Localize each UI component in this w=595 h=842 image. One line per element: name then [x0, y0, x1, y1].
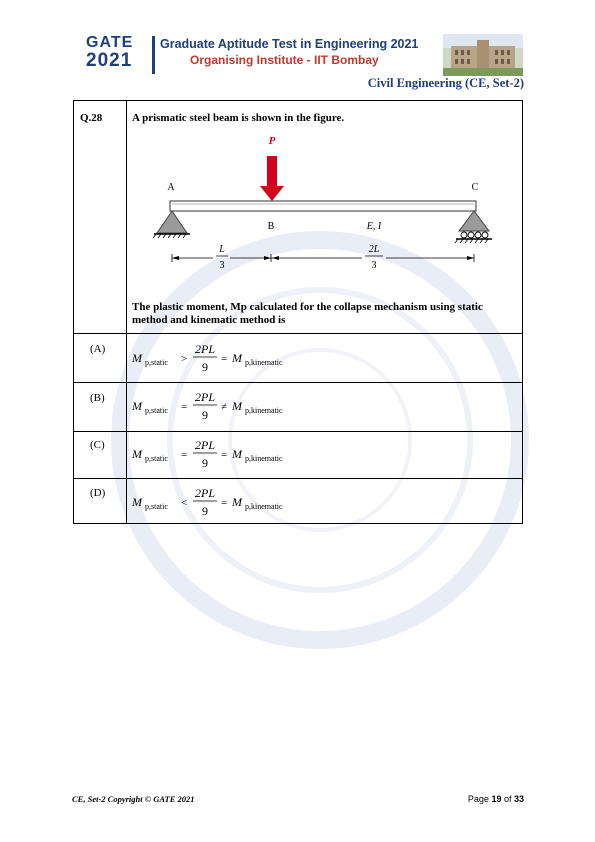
len1-denominator: 3 [219, 260, 225, 271]
svg-text:p,kinematic: p,kinematic [245, 406, 283, 415]
option-c-equation[interactable] [132, 436, 512, 476]
svg-text:≠: ≠ [221, 401, 228, 413]
svg-text:9: 9 [202, 504, 208, 518]
point-a-label: A [167, 182, 175, 193]
logo-gate-text: GATE [86, 34, 134, 51]
pin-support-a [157, 211, 187, 233]
svg-text:2PL: 2PL [194, 342, 216, 356]
svg-text:2PL: 2PL [194, 438, 216, 452]
svg-text:M: M [232, 351, 242, 365]
svg-text:M: M [232, 495, 242, 509]
svg-text:2PL: 2PL [194, 486, 216, 500]
svg-text:p,kinematic: p,kinematic [245, 502, 283, 511]
svg-text:=: = [221, 353, 228, 365]
ei-label: E, I [366, 221, 382, 232]
footer-page-number: Page 19 of 33 [467, 794, 524, 804]
svg-text:9: 9 [202, 360, 208, 374]
svg-text:M: M [132, 351, 142, 365]
option-d-equation[interactable] [132, 484, 512, 524]
load-arrowhead [260, 186, 284, 201]
svg-text:=: = [221, 449, 228, 461]
question-statement: The plastic moment, Mp calculated for the collapse mechanism using static method and kinematic method is [132, 301, 483, 326]
table-row-divider [73, 382, 523, 383]
logo-year-text: 2021 [86, 50, 133, 71]
roller-support-c [459, 211, 489, 231]
option-c-label[interactable]: (C) [90, 439, 105, 451]
load-arrow-shaft [267, 156, 277, 190]
option-b-equation[interactable] [132, 388, 512, 428]
point-b-label: B [267, 221, 275, 232]
svg-text:p,static: p,static [145, 358, 168, 367]
svg-text:M: M [132, 447, 142, 461]
svg-text:9: 9 [202, 456, 208, 470]
len2-denominator: 3 [371, 260, 377, 271]
svg-text:p,kinematic: p,kinematic [245, 454, 283, 463]
beam [170, 201, 476, 211]
option-a-label[interactable]: (A) [90, 343, 106, 355]
question-text: A prismatic steel beam is shown in the figure. [132, 112, 345, 124]
len2-numerator: 2L [368, 244, 380, 255]
svg-text:p,static: p,static [145, 502, 168, 511]
option-b-label[interactable]: (B) [90, 392, 105, 404]
svg-text:9: 9 [202, 408, 208, 422]
footer-copyright: CE, Set-2 Copyright © GATE 2021 [72, 794, 195, 804]
svg-text:<: < [181, 497, 188, 509]
option-a-equation[interactable] [132, 340, 512, 380]
svg-text:M: M [232, 447, 242, 461]
point-c-label: C [471, 182, 479, 193]
header-title: Graduate Aptitude Test in Engineering 2021 [160, 37, 419, 51]
iit-building-icon [443, 34, 523, 76]
svg-text:M: M [132, 495, 142, 509]
table-row-divider [73, 478, 523, 479]
table-column-divider [126, 100, 127, 524]
header-subtitle: Organising Institute - IIT Bombay [190, 53, 379, 67]
logo-divider [152, 36, 155, 74]
beam-figure [150, 128, 500, 278]
svg-text:=: = [181, 401, 188, 413]
svg-text:=: = [221, 497, 228, 509]
question-number: Q.28 [80, 112, 103, 124]
svg-text:>: > [181, 353, 188, 365]
load-label: P [268, 135, 276, 147]
subject-title: Civil Engineering (CE, Set-2) [367, 76, 524, 90]
len1-numerator: L [219, 244, 225, 255]
table-row-divider [73, 431, 523, 432]
svg-text:2PL: 2PL [194, 390, 216, 404]
svg-text:p,kinematic: p,kinematic [245, 358, 283, 367]
svg-text:M: M [232, 399, 242, 413]
svg-text:p,static: p,static [145, 406, 168, 415]
table-row-divider [73, 333, 523, 334]
svg-text:M: M [132, 399, 142, 413]
option-d-label[interactable]: (D) [90, 487, 106, 499]
svg-text:=: = [181, 449, 188, 461]
svg-text:p,static: p,static [145, 454, 168, 463]
